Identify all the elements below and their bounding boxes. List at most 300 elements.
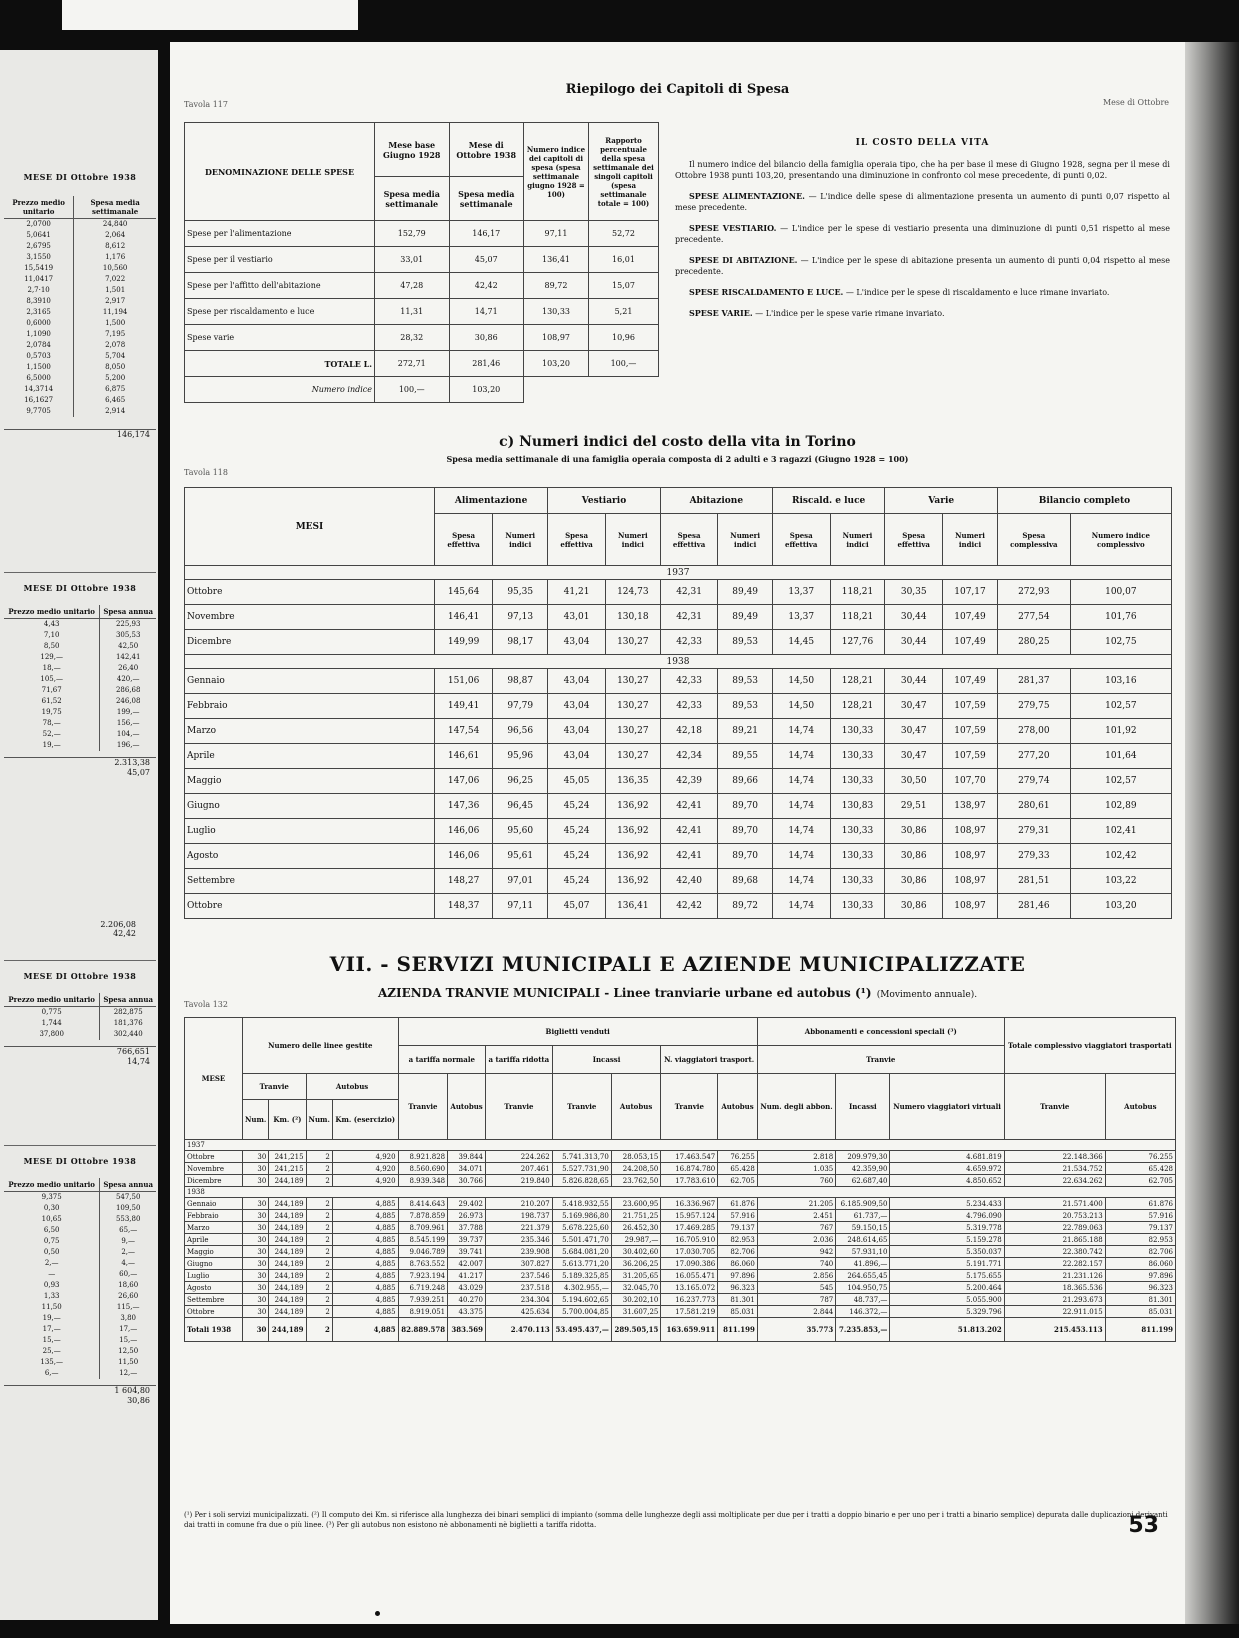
cell-value: 5.741.313,70	[552, 1151, 611, 1163]
cell-value: 30,86	[885, 894, 943, 919]
month-label: Settembre	[185, 1294, 243, 1306]
left-row	[4, 274, 156, 285]
col-header: Spesa annua	[100, 1178, 156, 1192]
cell-value: 2	[306, 1210, 332, 1222]
value-ott: 14,71	[449, 299, 524, 325]
col-header: Mese di Ottobre 1938	[449, 123, 524, 177]
unit-price: 2,0700	[26, 220, 51, 228]
totale-ott: 281,46	[449, 351, 524, 377]
para-text: — L'indice per le spese di vestiario presenta una diminuzione di punti 0,51 rispetto al mese precedente.	[675, 224, 1171, 244]
totali-value: 244,189	[269, 1318, 306, 1342]
cell-value: 82.706	[718, 1246, 758, 1258]
left-block-table	[4, 605, 156, 751]
cell-value: 21.205	[757, 1198, 835, 1210]
unit-price: 0,775	[41, 1008, 62, 1016]
left-block-table	[4, 1178, 156, 1379]
cell-value: 942	[757, 1246, 835, 1258]
col-header: Autobus	[1105, 1074, 1175, 1140]
cell-value: 21.293.673	[1004, 1294, 1105, 1306]
cell-value: 244,189	[269, 1246, 306, 1258]
cell-value: 2	[306, 1306, 332, 1318]
cell-value: 118,21	[830, 605, 885, 630]
col-header: Km. (esercizio)	[332, 1100, 398, 1140]
left-block-total: 2.313,38	[4, 757, 156, 768]
col-header: a tariffa ridotta	[486, 1046, 553, 1074]
month-label: Novembre	[185, 1163, 243, 1175]
cell-value: 24.208,50	[611, 1163, 661, 1175]
left-row	[4, 1225, 156, 1236]
unit-price: 2,—	[44, 1259, 59, 1267]
cell-value: 425.634	[486, 1306, 553, 1318]
cell-value: 130,27	[605, 630, 660, 655]
spesa: 65,—	[100, 1225, 156, 1236]
cell-value: 14,50	[772, 694, 830, 719]
sub-header: Numeri indici	[605, 514, 660, 566]
cell-value: 23.762,50	[611, 1175, 661, 1187]
cell-value: 42.359,90	[836, 1163, 890, 1175]
cell-value: 130,33	[830, 894, 885, 919]
col-header: Num.	[243, 1100, 269, 1140]
left-row	[4, 729, 156, 740]
cell-value: 4,885	[332, 1258, 398, 1270]
para-lead: SPESE RISCALDAMENTO E LUCE.	[689, 287, 844, 297]
cell-value: 307.827	[486, 1258, 553, 1270]
cell-value: 244,189	[269, 1258, 306, 1270]
spesa: 142,41	[100, 652, 156, 663]
cell-value: 61.876	[718, 1198, 758, 1210]
numeri-indici-body	[185, 566, 1172, 919]
totali-value: 811.199	[718, 1318, 758, 1342]
value-rapporto: 5,21	[589, 299, 659, 325]
cell-value: 5.200.464	[890, 1282, 1004, 1294]
sub-header: Spesa complessiva	[997, 514, 1070, 566]
left-block-3	[4, 920, 156, 938]
month-row	[185, 869, 1172, 894]
cell-value: 61.876	[1105, 1198, 1175, 1210]
left-row	[4, 1247, 156, 1258]
month-label: Agosto	[185, 1282, 243, 1294]
month-row	[185, 794, 1172, 819]
page-number: 53	[1128, 1513, 1159, 1538]
cell-value: 39.741	[448, 1246, 486, 1258]
month-row	[185, 669, 1172, 694]
cell-value: 96,45	[493, 794, 548, 819]
cell-value: 31.607,25	[611, 1306, 661, 1318]
cell-value: 2	[306, 1198, 332, 1210]
month-label: Dicembre	[185, 630, 435, 655]
cell-value: 4,885	[332, 1306, 398, 1318]
cell-value: 16.237.773	[661, 1294, 718, 1306]
cell-value: 42.007	[448, 1258, 486, 1270]
month-label: Marzo	[185, 1222, 243, 1234]
cell-value: 39.737	[448, 1234, 486, 1246]
cell-value: 8.545.199	[398, 1234, 448, 1246]
cell-value: 8.919.051	[398, 1306, 448, 1318]
spesa: 4,—	[100, 1258, 156, 1269]
col-header: N. viaggiatori trasport.	[661, 1046, 757, 1074]
month-label: Ottobre	[185, 580, 435, 605]
cell-value: 5.700.004,85	[552, 1306, 611, 1318]
left-row	[4, 406, 156, 417]
costo-vita-intro: Il numero indice del bilancio della famiglia operaia tipo, che ha per base il mese di Giugno 1928, segna per il mese di Ottobre 1938 punti 103,20, presentando una diminuzione in confronto col mese precedente, di punti 0,02.	[675, 160, 1170, 180]
left-block-subtotal: 14,74	[127, 1057, 150, 1066]
cell-value: 244,189	[269, 1210, 306, 1222]
footnote: (¹) Per i soli servizi municipalizzati.	[184, 1511, 310, 1519]
col-header: Km. (²)	[269, 1100, 306, 1140]
table-label: Tavola 132	[184, 1000, 228, 1009]
cell-value: 21.865.188	[1004, 1234, 1105, 1246]
spesa: 305,53	[100, 630, 156, 641]
spesa: 18,60	[100, 1280, 156, 1291]
totali-value: 215.453.113	[1004, 1318, 1105, 1342]
servizi-subtitle	[170, 982, 1185, 1001]
cell-value: 82.953	[1105, 1234, 1175, 1246]
servizi-total	[185, 1318, 1176, 1342]
sub-header: Spesa effettiva	[660, 514, 718, 566]
unit-price: 0,6000	[26, 319, 51, 327]
month-row	[185, 894, 1172, 919]
unit-price: 1,33	[43, 1292, 60, 1300]
cell-value: 37.788	[448, 1222, 486, 1234]
cell-value: 244,189	[269, 1175, 306, 1187]
left-block-body	[4, 619, 156, 752]
left-row	[4, 696, 156, 707]
cell-value: 89,68	[718, 869, 772, 894]
left-row	[4, 384, 156, 395]
col-header: Biglietti venduti	[398, 1018, 757, 1046]
cell-value: 2.818	[757, 1151, 835, 1163]
totali-label: Totali 1938	[185, 1318, 243, 1342]
left-block-body	[4, 1007, 156, 1041]
left-block-2	[4, 572, 156, 777]
cell-value: 42,41	[660, 844, 718, 869]
spesa: 12,50	[100, 1346, 156, 1357]
cell-value: 102,57	[1070, 769, 1171, 794]
spesa: 547,50	[100, 1192, 156, 1204]
left-row	[4, 1236, 156, 1247]
cell-value: 8.939.348	[398, 1175, 448, 1187]
cell-value: 95,96	[493, 744, 548, 769]
cell-value: 57.916	[718, 1210, 758, 1222]
cell-value: 17.783.610	[661, 1175, 718, 1187]
cell-value: 146.372,—	[836, 1306, 890, 1318]
cell-value: 43,04	[548, 630, 606, 655]
cell-value: 30,47	[885, 744, 943, 769]
cell-value: 21.534.752	[1004, 1163, 1105, 1175]
unit-price: 0,75	[43, 1237, 60, 1245]
left-block-1	[4, 172, 156, 440]
cell-value: 95,61	[493, 844, 548, 869]
servizi-row	[185, 1246, 1176, 1258]
cell-value: 138,97	[943, 794, 998, 819]
left-row	[4, 1269, 156, 1280]
month-label: Agosto	[185, 844, 435, 869]
cell-value: 86.060	[1105, 1258, 1175, 1270]
month-label: Ottobre	[185, 1306, 243, 1318]
cell-value: 118,21	[830, 580, 885, 605]
cell-value: 16.336.967	[661, 1198, 718, 1210]
cell-value: 22.148.366	[1004, 1151, 1105, 1163]
cell-value: 4,885	[332, 1282, 398, 1294]
left-row	[4, 362, 156, 373]
cell-value: 8.414.643	[398, 1198, 448, 1210]
cell-value: 108,97	[943, 819, 998, 844]
left-row	[4, 1018, 156, 1029]
cell-value: 42,33	[660, 630, 718, 655]
cell-value: 128,21	[830, 694, 885, 719]
year-label: 1937	[185, 566, 1172, 580]
cell-value: 281,37	[997, 669, 1070, 694]
cell-value: 14,74	[772, 819, 830, 844]
month-label: Novembre	[185, 605, 435, 630]
sub-header: Numeri indici	[943, 514, 998, 566]
spesa: 286,68	[100, 685, 156, 696]
left-row	[4, 641, 156, 652]
servizi-table	[184, 1017, 1176, 1342]
sub-header: Numeri indici	[830, 514, 885, 566]
cell-value: 787	[757, 1294, 835, 1306]
costo-vita-para	[675, 191, 1170, 213]
cell-value: 130,27	[605, 744, 660, 769]
cell-value: 248.614,65	[836, 1234, 890, 1246]
spesa: 181,376	[100, 1018, 156, 1029]
cell-value: 42,41	[660, 794, 718, 819]
left-row	[4, 230, 156, 241]
spesa-label: Spese per il vestiario	[185, 247, 375, 273]
cell-value: 22.380.742	[1004, 1246, 1105, 1258]
month-label: Febbraio	[185, 1210, 243, 1222]
col-header: Autobus	[718, 1074, 758, 1140]
cell-value: 136,92	[605, 844, 660, 869]
left-row	[4, 1291, 156, 1302]
unit-price: 4,43	[43, 620, 60, 628]
totali-value: 2.470.113	[486, 1318, 553, 1342]
year-label: 1938	[185, 1187, 1176, 1198]
cell-value: 57.916	[1105, 1210, 1175, 1222]
value-indice: 136,41	[524, 247, 589, 273]
value-rapporto: 10,96	[589, 325, 659, 351]
unit-price: 19,—	[42, 741, 61, 749]
cell-value: 281,46	[997, 894, 1070, 919]
cell-value: 89,53	[718, 669, 772, 694]
cell-value: 107,59	[943, 694, 998, 719]
cell-value: 16.874.780	[661, 1163, 718, 1175]
unit-price: 5,0641	[26, 231, 51, 239]
value-rapporto: 52,72	[589, 221, 659, 247]
unit-price: 2,6795	[26, 242, 51, 250]
value-rapporto: 15,07	[589, 273, 659, 299]
cell-value: 7.939.251	[398, 1294, 448, 1306]
left-page-fragment	[0, 50, 158, 1620]
spesa: 2,—	[100, 1247, 156, 1258]
cell-value: 30,35	[885, 580, 943, 605]
cell-value: 21.751,25	[611, 1210, 661, 1222]
cell-value: 97,79	[493, 694, 548, 719]
value-base: 28,32	[375, 325, 450, 351]
cell-value: 30	[243, 1258, 269, 1270]
cell-value: 28.053,15	[611, 1151, 661, 1163]
left-row	[4, 1335, 156, 1346]
spesa: 302,440	[100, 1029, 156, 1040]
servizi-row	[185, 1294, 1176, 1306]
col-header: Tranvie	[552, 1074, 611, 1140]
riepilogo-row	[185, 247, 659, 273]
cell-value: 95,60	[493, 819, 548, 844]
spesa: 7,195	[74, 329, 156, 340]
cell-value: 98,87	[493, 669, 548, 694]
spesa-label: Spese per riscaldamento e luce	[185, 299, 375, 325]
para-lead: SPESE DI ABITAZIONE.	[689, 255, 798, 265]
left-block-total: 1 604,80	[4, 1385, 156, 1396]
cell-value: 2	[306, 1270, 332, 1282]
left-row	[4, 1302, 156, 1313]
month-label: Luglio	[185, 1270, 243, 1282]
main-page	[170, 42, 1185, 1624]
cell-value: 23.600,95	[611, 1198, 661, 1210]
cell-value: 130,27	[605, 719, 660, 744]
group-header: Abitazione	[660, 488, 772, 514]
cell-value: 14,74	[772, 844, 830, 869]
col-header: Autobus	[611, 1074, 661, 1140]
totale-label: TOTALE L.	[185, 351, 375, 377]
totali-value: 35.773	[757, 1318, 835, 1342]
totali-value: 811.199	[1105, 1318, 1175, 1342]
left-block-table	[4, 993, 156, 1040]
unit-price: 0,30	[43, 1204, 60, 1212]
cell-value: 26.452,30	[611, 1222, 661, 1234]
costo-vita-para	[675, 255, 1170, 277]
group-header: Vestiario	[548, 488, 661, 514]
unit-price: 10,65	[41, 1215, 62, 1223]
left-row	[4, 685, 156, 696]
unit-price: 19,—	[42, 1314, 61, 1322]
cell-value: 136,41	[605, 894, 660, 919]
sub-header: Numeri indici	[493, 514, 548, 566]
spesa: 2,064	[74, 230, 156, 241]
sub-header: Spesa effettiva	[772, 514, 830, 566]
cell-value: 244,189	[269, 1198, 306, 1210]
spesa: 2,917	[74, 296, 156, 307]
cell-value: 4,885	[332, 1210, 398, 1222]
value-rapporto: 16,01	[589, 247, 659, 273]
month-row	[185, 819, 1172, 844]
col-header: Spesa media settimanale	[449, 177, 524, 221]
cell-value: 6.719.248	[398, 1282, 448, 1294]
cell-value: 244,189	[269, 1282, 306, 1294]
cell-value: 198.737	[486, 1210, 553, 1222]
cell-value: 6.185.909,50	[836, 1198, 890, 1210]
col-header: a tariffa normale	[398, 1046, 485, 1074]
cell-value: 76.255	[1105, 1151, 1175, 1163]
cell-value: 545	[757, 1282, 835, 1294]
cell-value: 147,54	[435, 719, 493, 744]
col-header: Numero delle linee gestite	[243, 1018, 399, 1074]
cell-value: 107,49	[943, 630, 998, 655]
unit-price: 16,1627	[24, 396, 54, 404]
spesa: 24,840	[74, 219, 156, 231]
col-header: Incassi	[836, 1074, 890, 1140]
spesa: 1,500	[74, 318, 156, 329]
cell-value: 76.255	[718, 1151, 758, 1163]
col-header: Incassi	[552, 1046, 661, 1074]
riepilogo-row	[185, 325, 659, 351]
cell-value: 5.189.325,85	[552, 1270, 611, 1282]
top-paper-strip	[62, 0, 358, 30]
cell-value: 2.844	[757, 1306, 835, 1318]
spesa: 5,704	[74, 351, 156, 362]
col-header: Numero indice dei capitoli di spesa (spesa settimanale giugno 1928 = 100)	[524, 123, 589, 221]
unit-price: 14,3714	[24, 385, 54, 393]
cell-value: 107,49	[943, 669, 998, 694]
spesa: 11,50	[100, 1357, 156, 1368]
cell-value: 2	[306, 1175, 332, 1187]
month-label: Mese di Ottobre	[1102, 98, 1169, 107]
col-header: Spesa annua	[100, 993, 156, 1007]
cell-value: 2	[306, 1222, 332, 1234]
year-row	[185, 1187, 1176, 1198]
left-block-line: 2.206,08	[100, 920, 136, 929]
servizi-row	[185, 1175, 1176, 1187]
sub-header: Spesa effettiva	[885, 514, 943, 566]
cell-value: 210.207	[486, 1198, 553, 1210]
cell-value: 148,37	[435, 894, 493, 919]
totali-value: 289.505,15	[611, 1318, 661, 1342]
month-row	[185, 630, 1172, 655]
unit-price: 11,50	[41, 1303, 62, 1311]
spesa: 9,—	[100, 1236, 156, 1247]
cell-value: 101,76	[1070, 605, 1171, 630]
cell-value: 30	[243, 1306, 269, 1318]
value-ott: 146,17	[449, 221, 524, 247]
cell-value: 5.684.081,20	[552, 1246, 611, 1258]
unit-price: 18,—	[42, 664, 61, 672]
cell-value: 30	[243, 1246, 269, 1258]
left-row	[4, 1324, 156, 1335]
servizi-row	[185, 1270, 1176, 1282]
left-row	[4, 663, 156, 674]
month-label: Giugno	[185, 1258, 243, 1270]
subtitle-main: AZIENDA TRANVIE MUNICIPALI - Linee tranviarie urbane ed autobus (¹)	[377, 986, 872, 1000]
left-row	[4, 307, 156, 318]
cell-value: 239.908	[486, 1246, 553, 1258]
cell-value: 14,74	[772, 719, 830, 744]
cell-value: 237.518	[486, 1282, 553, 1294]
cell-value: 130,18	[605, 605, 660, 630]
cell-value: 108,97	[943, 844, 998, 869]
cell-value: 82.706	[1105, 1246, 1175, 1258]
cell-value: 102,41	[1070, 819, 1171, 844]
unit-price: 3,1550	[26, 253, 51, 261]
cell-value: 224.262	[486, 1151, 553, 1163]
cell-value: 18.365.536	[1004, 1282, 1105, 1294]
cell-value: 149,99	[435, 630, 493, 655]
col-header: Spesa annua	[100, 605, 156, 619]
cell-value: 7.878.859	[398, 1210, 448, 1222]
left-row	[4, 318, 156, 329]
cell-value: 41.896,—	[836, 1258, 890, 1270]
cell-value: 45,24	[548, 819, 606, 844]
cell-value: 42,18	[660, 719, 718, 744]
cell-value: 13,37	[772, 605, 830, 630]
left-block-title: MESE DI Ottobre 1938	[23, 172, 137, 182]
col-header: Prezzo medio unitario	[4, 605, 100, 619]
cell-value: 279,74	[997, 769, 1070, 794]
cell-value: 14,74	[772, 869, 830, 894]
cell-value: 30	[243, 1198, 269, 1210]
col-header: Numero viaggiatori virtuali	[890, 1074, 1004, 1140]
month-label: Febbraio	[185, 694, 435, 719]
servizi-row	[185, 1198, 1176, 1210]
